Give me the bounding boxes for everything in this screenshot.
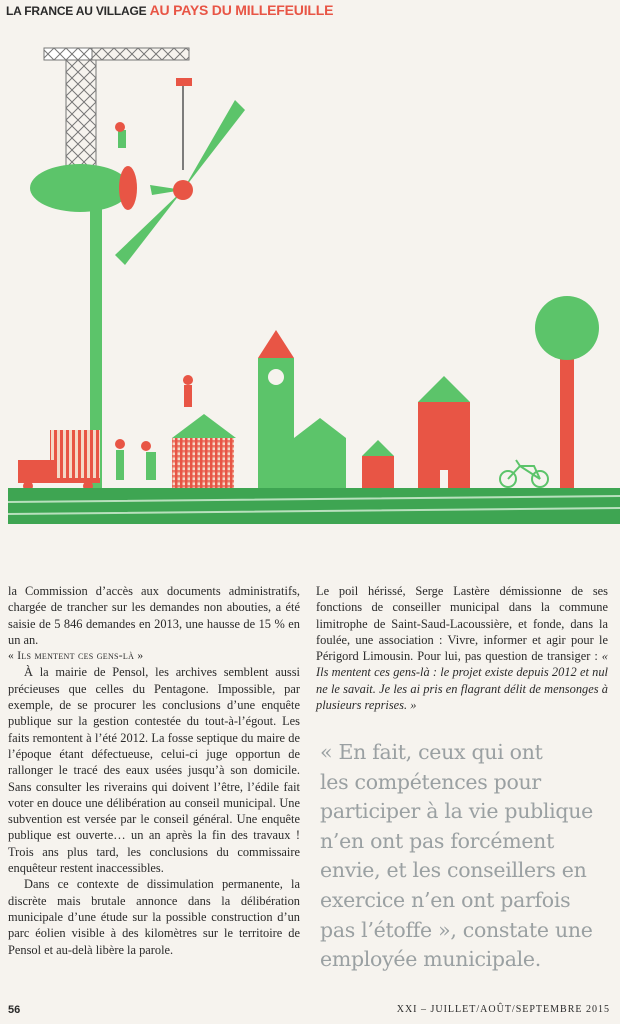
pull-quote-line: exercice n’en ont parfois [320,887,571,912]
field [8,488,620,524]
left-column [8,583,300,958]
page-number: 56 [8,1004,21,1016]
topic-title: AU PAYS DU MILLEFEUILLE [149,2,334,18]
palm-tree-icon [535,296,599,488]
pull-quote-line: employée municipale. [320,947,541,972]
right-column [316,583,608,713]
paragraph-archives: À la mairie de Pensol, les archives semblent aussi précieuses que celles du Pentagone. Impossible, par exemple, de se procurer les conclusions d’une enquête publique sur la gestion contestée du tout-à-l’égout. Les faits remontent à l’été 2012. La fosse septique du maire de l’époque étant défectueuse, celui-ci juge opportun de rallonger le tracé des eaux usées jusqu’à son domicile. Sans consulter les riverains qui doivent l’être, l’édile fait voter en douce une délibération au conseil municipal. Une subvention est versée par le conseil général. Une enquête publique est ouverte… un an après la fin des travaux ! Trois ans plus tard, les conclusions du commissaire enquêteur restent inaccessibles. [8,665,300,876]
tall-house-icon [418,376,470,488]
paragraph-intro: la Commission d’accès aux documents administratifs, chargée de trancher sur les demandes non abouties, a été saisie de 5 846 demandes en 2013, une hausse de 15 % en un an. [8,584,300,647]
section-title: LA FRANCE AU VILLAGE [6,4,147,18]
pull-quote-line: pas l’étoffe », constate une [320,917,593,942]
pull-quote [320,738,610,975]
pull-quote-line: les compétences pour [320,769,541,794]
section-subheading: « Ils mentent ces gens-là » [8,650,144,663]
paragraph-lastere [316,583,608,713]
paragraph-lastere-text: Le poil hérissé, Serge Lastère démissionne de ses fonctions de conseiller municipal dans la commune limitrophe de Saint-Saud-Lacoussière, et fonde, dans la foulée, une association : Vivre, informer et agir pour le Périgord Limousin. Pour lui, pas question de transiger : [316,584,608,664]
house-icon [172,414,236,488]
truck-icon [18,430,100,491]
bicycle-icon [500,460,548,487]
church-icon [258,330,346,488]
lastere-quote: « Ils mentent ces gens-là : le projet existe depuis 2012 et nul ne le savait. Je les ai pris en flagrant délit de mensonges à plusieurs reprises. » [316,649,608,713]
illustration [0,30,620,540]
pull-quote-line: participer à la vie publique [320,799,593,824]
crane-icon [44,48,192,175]
pull-quote-line: n’en ont pas forcément [320,828,555,853]
pull-quote-line: « En fait, ceux qui ont [320,740,543,764]
small-house-icon [362,440,394,488]
running-header [6,2,333,18]
issue-label: XXI – JUILLET/AOÛT/SEPTEMBRE 2015 [396,1004,610,1015]
paragraph-context: Dans ce contexte de dissimulation permanente, la discrète mais brutale annonce dans la délibération municipale d’une étude sur la possible construction d’un parc éolien visible à des kilomètres sur le territoire de Pensol et au-delà libère la parole. [8,877,300,957]
pull-quote-line: envie, et les conseillers en [320,858,587,883]
